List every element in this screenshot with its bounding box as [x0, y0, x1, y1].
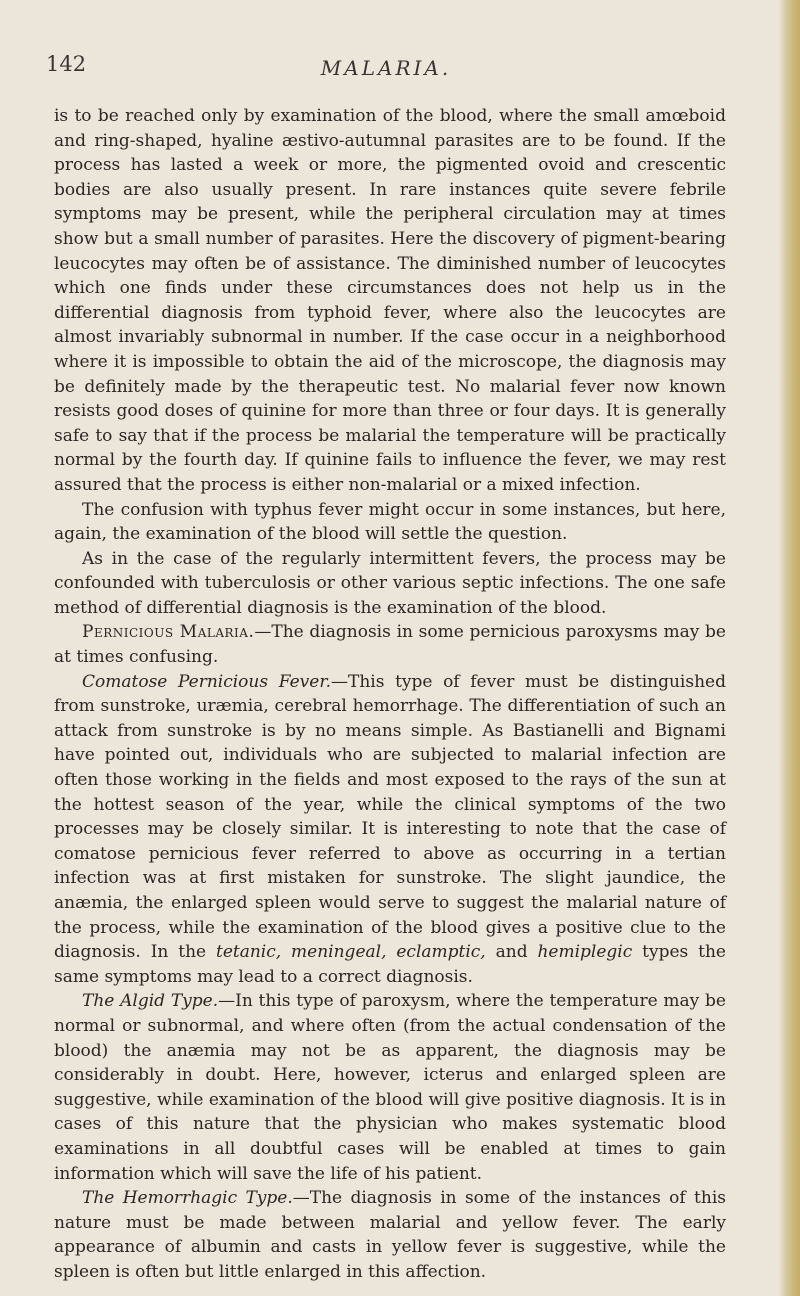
- paragraph-text: and: [485, 942, 538, 963]
- paragraph-comatose-fever: [54, 670, 726, 990]
- running-title: MALARIA.: [320, 56, 452, 80]
- subsection-heading: The Hemorrhagic Type.: [82, 1188, 293, 1209]
- paragraph-intermittent-fevers: [54, 547, 726, 621]
- paragraph-blood-examination: [54, 104, 726, 498]
- page-number: 142: [46, 52, 87, 76]
- paragraph-text: —This type of fever must be distinguished from sunstroke, uræmia, cerebral hemorrhage. The differentiation of such an attack from sunstroke is by no means simple. As Bastianelli and Bignami have pointed out, individuals who are subjected to malarial infection are often those working in the fields and most exposed to the rays of the sun at the hottest season of the year, while the clinical symptoms of the two processes may be closely similar. It is interesting to note that the case of comatose pernicious fever referred to above as occurring in a tertian infection was at first mistaken for sunstroke. The slight jaundice, the anæmia, the enlarged spleen would serve to suggest the malarial nature of the process, while the examination of the blood gives a positive clue to the diagnosis. In the: [54, 671, 726, 963]
- page-edge: [778, 0, 800, 1296]
- paragraph-algid-type: [54, 989, 726, 1186]
- paragraph-text: As in the case of the regularly intermittent fevers, the process may be confounded with tuberculosis or other various septic infections. The one safe method of differential diagnosis is the examination of the blood.: [54, 548, 726, 618]
- page-header: [46, 52, 726, 92]
- paragraph-pernicious-malaria: [54, 620, 726, 669]
- paragraph-text: —The diagnosis in some pernicious paroxysms may be at times confusing.: [54, 622, 726, 668]
- paragraph-text: is to be reached only by examination of the blood, where the small amœboid and ring-shaped, hyaline æstivo-autumnal parasites are to be found. If the process has lasted a week or more, the pigmented ovoid and crescentic bodies are also usually present. In rare instances quite severe febrile symptoms may be present, while the peripheral circulation may at times show but a small number of parasites. Here the discovery of pigment-bearing leucocytes may often be of assistance. The diminished number of leucocytes which one finds under these circumstances does not help us in the differential diagnosis from typhoid fever, where also the leucocytes are almost invariably subnormal in number. If the case occur in a neighborhood where it is impossible to obtain the aid of the microscope, the diagnosis may be definitely made by the therapeutic test. No malarial fever now known resists good doses of quinine for more than three or four days. It is generally safe to say that if the process be malarial the temperature will be practically normal by the fourth day. If quinine fails to influence the fever, we may rest assured that the process is either non-malarial or a mixed infection.: [54, 106, 726, 495]
- subsection-heading: The Algid Type.: [82, 991, 219, 1012]
- paragraph-hemorrhagic-type: [54, 1186, 726, 1284]
- paragraph-text: —In this type of paroxysm, where the temperature may be normal or subnormal, and where often (from the actual condensation of the blood) the anæmia may not be as apparent, the diagnosis may be considerably in doubt. Here, however, icterus and enlarged spleen are suggestive, while examination of the blood will give positive diagnosis. It is in cases of this nature that the physician who makes systematic blood examinations in all doubtful cases will be enabled at times to gain information which will save the life of his patient.: [54, 991, 726, 1184]
- italic-term: tetanic, meningeal, eclamptic,: [215, 942, 486, 963]
- paragraph-text: types the same symptoms may lead to a correct diagnosis.: [54, 942, 726, 987]
- paragraph-text: The confusion with typhus fever might occur in some instances, but here, again, the examination of the blood will settle the question.: [54, 499, 726, 545]
- paragraph-typhus: [54, 498, 726, 547]
- paragraph-text: —The diagnosis in some of the instances of this nature must be made between malarial and yellow fever. The early appearance of albumin and casts in yellow fever is suggestive, while the spleen is often but little enlarged in this affection.: [54, 1188, 726, 1282]
- subsection-heading: Comatose Pernicious Fever.: [82, 671, 331, 692]
- section-heading: Pernicious Malaria.: [82, 622, 255, 643]
- body-text: [54, 104, 726, 1285]
- italic-term: hemiplegic: [537, 942, 633, 963]
